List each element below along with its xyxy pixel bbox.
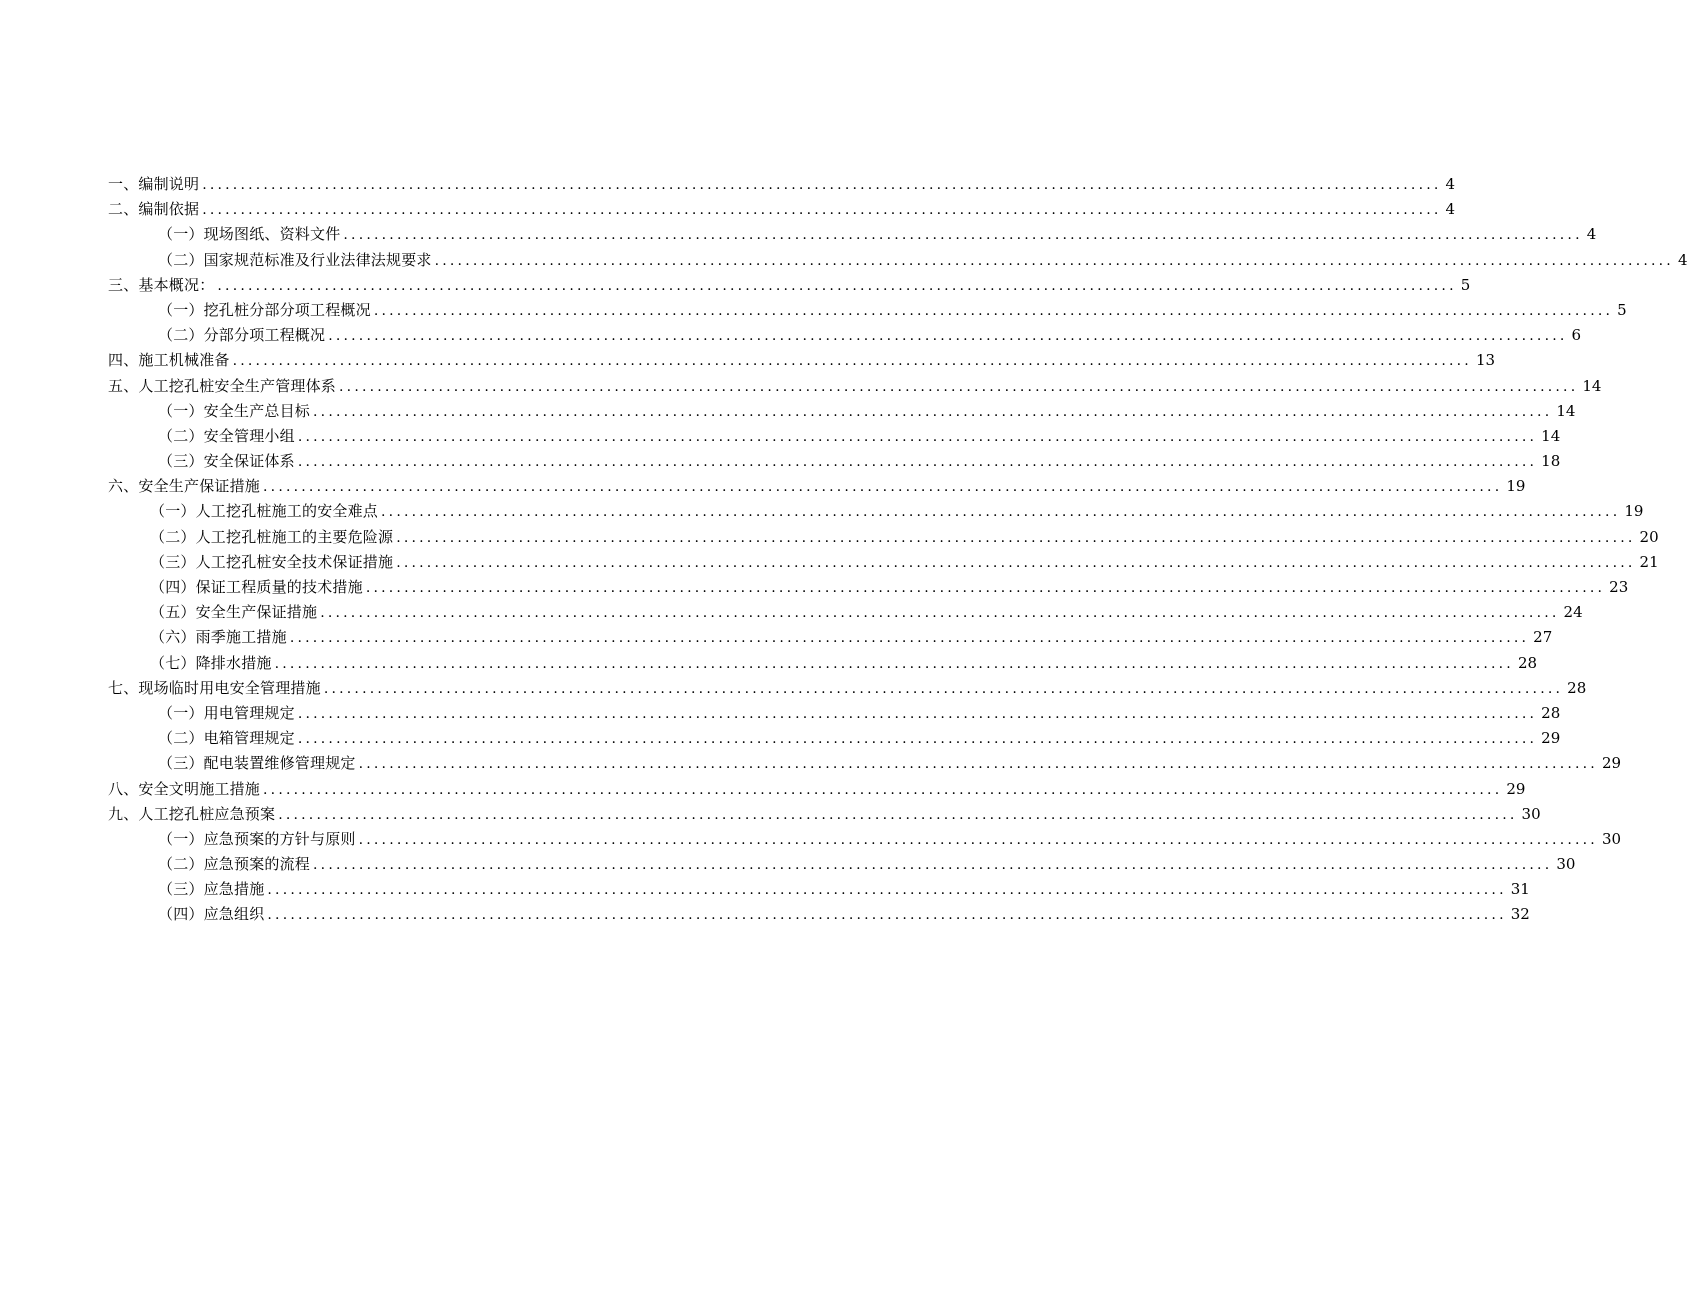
toc-entry-title: （一）现场图纸、资料文件 <box>158 225 341 244</box>
toc-entry-page-number: 29 <box>1601 754 1622 773</box>
toc-entry-title: 七、现场临时用电安全管理措施 <box>108 678 321 697</box>
toc-entry-section[interactable] <box>108 273 1471 298</box>
toc-dot-leader: .................................................................................................................................................................. <box>263 479 1503 496</box>
toc-entry-subsection[interactable] <box>108 499 1644 524</box>
toc-entry-subsection[interactable] <box>108 248 1688 273</box>
toc-dot-leader: .................................................................................................................................................................. <box>365 580 1606 596</box>
toc-entry-title: （四）应急组织 <box>158 905 265 924</box>
toc-entry-page-number: 21 <box>1639 552 1659 571</box>
toc-dot-leader: .................................................................................................................................................................. <box>297 705 1538 722</box>
toc-dot-leader: .................................................................................................................................................................. <box>297 428 1538 445</box>
toc-entry-page-number: 4 <box>1445 200 1456 219</box>
toc-dot-leader: .................................................................................................................................................................. <box>202 177 1442 193</box>
toc-dot-leader: .................................................................................................................................................................. <box>358 831 1598 848</box>
toc-entry-page-number: 30 <box>1556 855 1576 874</box>
toc-dot-leader: .................................................................................................................................................................. <box>396 554 1636 571</box>
toc-entry-subsection[interactable] <box>108 323 1582 348</box>
toc-entry-page-number: 29 <box>1506 779 1526 798</box>
toc-entry-page-number: 31 <box>1510 880 1530 899</box>
toc-entry-page-number: 4 <box>1677 250 1688 269</box>
toc-entry-title: （三）应急措施 <box>158 880 265 899</box>
toc-entry-section[interactable] <box>108 172 1456 197</box>
toc-entry-page-number: 29 <box>1541 729 1561 748</box>
toc-entry-title: 五、人工挖孔桩安全生产管理体系 <box>108 376 337 395</box>
toc-entry-title: 六、安全生产保证措施 <box>108 477 261 496</box>
toc-entry-title: （二）国家规范标准及行业法律法规要求 <box>158 250 432 269</box>
toc-entry-section[interactable] <box>108 348 1496 373</box>
toc-dot-leader: .................................................................................................................................................................. <box>297 731 1538 748</box>
toc-dot-leader: .................................................................................................................................................................. <box>267 882 1507 899</box>
toc-entry-title: 八、安全文明施工措施 <box>108 779 261 798</box>
toc-entry-page-number: 4 <box>1445 175 1456 193</box>
toc-entry-title: 四、施工机械准备 <box>108 351 230 370</box>
toc-entry-page-number: 19 <box>1624 502 1644 521</box>
toc-entry-page-number: 18 <box>1541 452 1561 471</box>
toc-dot-leader: .................................................................................................................................................................. <box>313 403 1553 420</box>
toc-entry-title: （三）配电装置维修管理规定 <box>158 754 356 773</box>
toc-entry-title: （三）人工挖孔桩安全技术保证措施 <box>150 552 394 571</box>
toc-dot-leader: .................................................................................................................................................................. <box>434 252 1674 269</box>
toc-dot-leader: .................................................................................................................................................................. <box>323 680 1564 697</box>
table-of-contents <box>108 172 1688 928</box>
toc-entry-subsection[interactable] <box>108 751 1622 776</box>
toc-entry-title: （二）应急预案的流程 <box>158 855 311 874</box>
toc-dot-leader: .................................................................................................................................................................. <box>381 504 1621 521</box>
toc-entry-title: （一）应急预案的方针与原则 <box>158 829 356 848</box>
toc-entry-subsection[interactable] <box>108 651 1538 676</box>
toc-entry-page-number: 27 <box>1533 628 1553 647</box>
toc-entry-title: （二）分部分项工程概况 <box>158 326 326 345</box>
toc-dot-leader: .................................................................................................................................................................. <box>263 781 1503 798</box>
toc-entry-title: （七）降排水措施 <box>150 653 272 672</box>
toc-entry-subsection[interactable] <box>108 902 1530 927</box>
toc-entry-title: （一）安全生产总目标 <box>158 401 311 420</box>
toc-entry-title: （二）电箱管理规定 <box>158 729 295 748</box>
toc-entry-title: 三、基本概况： <box>108 275 215 294</box>
toc-entry-page-number: 14 <box>1541 426 1561 445</box>
toc-entry-title: （五）安全生产保证措施 <box>150 603 318 622</box>
toc-entry-page-number: 24 <box>1563 603 1583 622</box>
toc-entry-subsection[interactable] <box>108 222 1597 247</box>
toc-entry-subsection[interactable] <box>108 575 1629 600</box>
toc-entry-page-number: 28 <box>1517 653 1538 672</box>
toc-dot-leader: .................................................................................................................................................................. <box>217 277 1457 294</box>
toc-entry-section[interactable] <box>108 802 1541 827</box>
toc-entry-title: （四）保证工程质量的技术措施 <box>150 578 363 596</box>
toc-dot-leader: .................................................................................................................................................................. <box>202 202 1442 219</box>
toc-dot-leader: .................................................................................................................................................................. <box>343 227 1583 244</box>
toc-entry-page-number: 23 <box>1609 578 1629 596</box>
toc-entry-section[interactable] <box>108 777 1526 802</box>
toc-dot-leader: .................................................................................................................................................................. <box>289 630 1530 647</box>
toc-dot-leader: .................................................................................................................................................................. <box>297 454 1538 471</box>
toc-dot-leader: .................................................................................................................................................................. <box>278 806 1518 823</box>
toc-entry-page-number: 30 <box>1601 829 1622 848</box>
toc-entry-section[interactable] <box>108 197 1456 222</box>
toc-entry-subsection[interactable] <box>108 550 1659 575</box>
toc-dot-leader: .................................................................................................................................................................. <box>373 302 1614 319</box>
toc-entry-title: 九、人工挖孔桩应急预案 <box>108 804 276 823</box>
toc-entry-subsection[interactable] <box>108 827 1622 852</box>
toc-entry-title: （一）人工挖孔桩施工的安全难点 <box>150 502 379 521</box>
toc-entry-section[interactable] <box>108 676 1587 701</box>
toc-dot-leader: .................................................................................................................................................................. <box>358 756 1598 773</box>
toc-entry-page-number: 32 <box>1510 905 1530 924</box>
toc-entry-subsection[interactable] <box>108 424 1561 449</box>
toc-entry-subsection[interactable] <box>108 726 1561 751</box>
toc-entry-subsection[interactable] <box>108 701 1561 726</box>
toc-entry-title: （一）用电管理规定 <box>158 703 295 722</box>
toc-entry-page-number: 5 <box>1617 300 1627 319</box>
toc-entry-page-number: 28 <box>1567 678 1587 697</box>
toc-entry-page-number: 20 <box>1639 527 1659 546</box>
toc-entry-title: （三）安全保证体系 <box>158 452 295 471</box>
toc-entry-subsection[interactable] <box>108 399 1576 424</box>
toc-entry-title: （二）安全管理小组 <box>158 426 295 445</box>
toc-entry-subsection[interactable] <box>108 852 1576 877</box>
toc-entry-title: （一）挖孔桩分部分项工程概况 <box>158 300 371 319</box>
toc-dot-leader: .................................................................................................................................................................. <box>274 655 1514 672</box>
toc-dot-leader: .................................................................................................................................................................. <box>328 328 1568 345</box>
toc-entry-title: 一、编制说明 <box>108 175 200 193</box>
toc-entry-page-number: 13 <box>1475 351 1496 370</box>
toc-entry-section[interactable] <box>108 374 1602 399</box>
toc-entry-title: （六）雨季施工措施 <box>150 628 287 647</box>
toc-entry-title: 二、编制依据 <box>108 200 200 219</box>
toc-entry-subsection[interactable] <box>108 298 1627 323</box>
toc-entry-section[interactable] <box>108 474 1526 499</box>
toc-entry-subsection[interactable] <box>108 877 1530 902</box>
toc-entry-title: （二）人工挖孔桩施工的主要危险源 <box>150 527 394 546</box>
toc-entry-page-number: 30 <box>1521 804 1541 823</box>
toc-entry-page-number: 28 <box>1541 703 1561 722</box>
toc-dot-leader: .................................................................................................................................................................. <box>313 857 1553 874</box>
toc-entry-subsection[interactable] <box>108 449 1561 474</box>
toc-entry-subsection[interactable] <box>108 525 1659 550</box>
toc-entry-page-number: 6 <box>1571 326 1582 345</box>
toc-dot-leader: .................................................................................................................................................................. <box>267 907 1507 924</box>
toc-entry-page-number: 5 <box>1460 275 1471 294</box>
toc-entry-page-number: 4 <box>1586 225 1597 244</box>
toc-dot-leader: .................................................................................................................................................................. <box>232 353 1472 370</box>
toc-entry-page-number: 14 <box>1556 401 1576 420</box>
toc-dot-leader: .................................................................................................................................................................. <box>339 378 1579 395</box>
toc-entry-page-number: 14 <box>1582 376 1602 395</box>
toc-entry-subsection[interactable] <box>108 600 1583 625</box>
toc-entry-page-number: 19 <box>1506 477 1526 496</box>
toc-dot-leader: .................................................................................................................................................................. <box>320 605 1560 622</box>
toc-dot-leader: .................................................................................................................................................................. <box>396 529 1636 546</box>
toc-entry-subsection[interactable] <box>108 625 1553 650</box>
